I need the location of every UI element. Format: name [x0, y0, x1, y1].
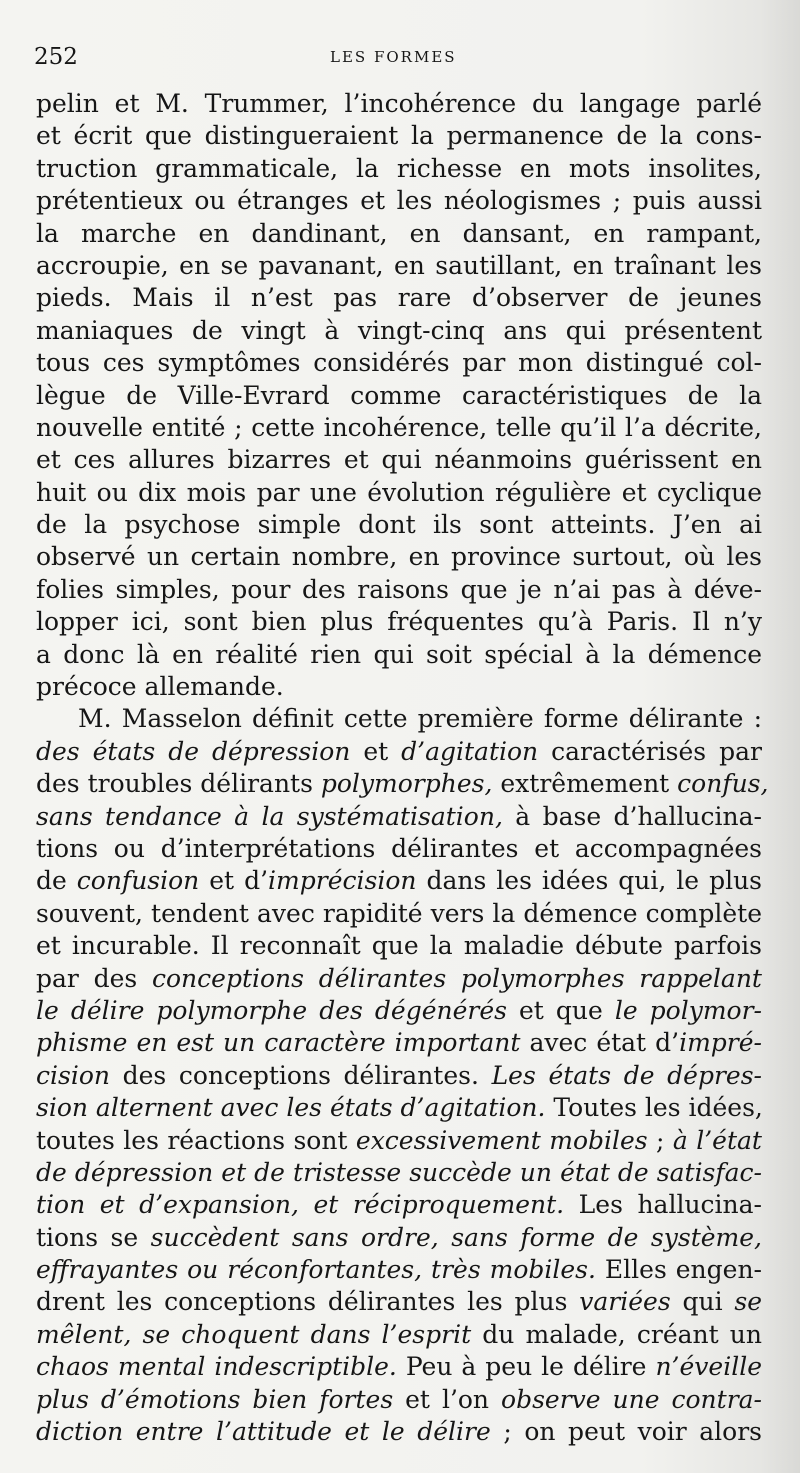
- italic-text: cision: [36, 1060, 110, 1090]
- text-segment: souvent, tendent avec rapidité vers la démence complète: [36, 898, 762, 928]
- text-segment: la marche en dandinant, en dansant, en rampant,: [36, 218, 762, 248]
- text-segment: et: [350, 736, 402, 766]
- text-line: [36, 1027, 762, 1059]
- text-segment: pelin et M. Trummer, l’incohérence du langage parlé: [36, 89, 762, 118]
- italic-text: sion alternent avec les états d’agitation.: [36, 1093, 546, 1123]
- text-segment: tions ou d’interprétations délirantes et accompagnées: [36, 833, 762, 863]
- text-line: [36, 606, 762, 638]
- italic-text: à l’état: [672, 1125, 762, 1155]
- text-segment: maniaques de vingt à vingt-cinq ans qui présentent: [36, 315, 762, 345]
- text-segment: à base d’hallucina-: [502, 801, 762, 831]
- text-line: [36, 639, 762, 671]
- text-segment: prétentieux ou étranges et les néologismes ; puis aussi: [36, 186, 762, 216]
- italic-text: plus d’émotions bien fortes: [36, 1384, 394, 1414]
- italic-text: phisme en est un caractère important: [36, 1028, 521, 1058]
- italic-text: observe une contra-: [501, 1384, 762, 1414]
- text-line: [36, 250, 762, 282]
- text-line: [36, 185, 762, 217]
- text-line: [36, 88, 762, 120]
- text-line: [36, 930, 762, 962]
- text-segment: lègue de Ville-Evrard comme caractéristiques de la: [36, 380, 762, 410]
- text-line: [36, 380, 762, 412]
- text-segment: M. Masselon définit cette première forme délirante :: [78, 704, 762, 734]
- text-segment: précoce allemande.: [36, 672, 284, 702]
- text-segment: de: [36, 866, 77, 896]
- text-segment: et incurable. Il reconnaît que la maladie débute parfois: [36, 931, 762, 961]
- text-line: [36, 574, 762, 606]
- text-segment: et que: [506, 995, 615, 1025]
- text-segment: accroupie, en se pavanant, en sautillant, en traînant les: [36, 250, 762, 280]
- italic-text: imprécision: [268, 866, 417, 896]
- text-segment: et d’: [199, 866, 269, 896]
- text-line: [36, 671, 762, 703]
- text-line: [36, 1189, 762, 1221]
- italic-text: se: [734, 1287, 762, 1317]
- text-segment: Toutes les idées,: [545, 1093, 763, 1123]
- italic-text: confusion: [76, 866, 200, 896]
- text-line: [36, 801, 762, 833]
- text-segment: Peu à peu le délire: [396, 1352, 656, 1382]
- text-line: [36, 1222, 762, 1254]
- running-head: LES FORMES: [330, 48, 457, 66]
- text-line: [36, 347, 762, 379]
- italic-text: excessivement mobiles: [355, 1125, 648, 1155]
- text-line: [36, 541, 762, 573]
- text-line: [36, 736, 762, 768]
- text-segment: du malade, créant un: [471, 1319, 762, 1349]
- text-line: [36, 1060, 762, 1092]
- text-segment: toutes les réactions sont: [36, 1125, 356, 1155]
- text-line: [36, 444, 762, 476]
- text-segment: des troubles délirants: [36, 769, 321, 799]
- text-line: [36, 477, 762, 509]
- italic-text: de dépression et de tristesse succède un état de satisfac-: [36, 1157, 762, 1187]
- italic-text: Les états de dépres-: [491, 1060, 762, 1090]
- text-line: [36, 1384, 762, 1416]
- text-segment: truction grammaticale, la richesse en mots insolites,: [36, 153, 762, 183]
- text-line: [36, 1092, 762, 1124]
- italic-text: effrayantes ou réconfortantes, très mobiles.: [36, 1255, 596, 1285]
- italic-text: conceptions délirantes polymorphes rappelant: [152, 963, 762, 993]
- text-line: [36, 995, 762, 1027]
- text-segment: par des: [36, 963, 152, 993]
- text-segment: lopper ici, sont bien plus fréquentes qu’à Paris. Il n’y: [36, 607, 762, 637]
- text-line: [36, 1254, 762, 1286]
- italic-text: mêlent, se choquent dans l’esprit: [36, 1319, 472, 1349]
- text-segment: drent les conceptions délirantes les plus: [36, 1287, 580, 1317]
- text-line: [36, 315, 762, 347]
- text-segment: caractérisés par: [538, 736, 762, 766]
- italic-text: sans tendance à la systématisation,: [36, 801, 503, 831]
- text-segment: pieds. Mais il n’est pas rare d’observer de jeunes: [36, 283, 762, 313]
- text-line: [36, 412, 762, 444]
- text-segment: folies simples, pour des raisons que je n’ai pas à déve-: [36, 574, 762, 604]
- italic-text: des états de dépression: [36, 736, 351, 766]
- italic-text: chaos mental indescriptible.: [36, 1352, 397, 1382]
- text-line: [36, 1319, 762, 1351]
- text-segment: avec état d’: [520, 1028, 680, 1058]
- page-header: [34, 44, 760, 74]
- text-segment: tions se: [36, 1222, 151, 1252]
- text-line: [36, 1157, 762, 1189]
- text-segment: ;: [647, 1125, 673, 1155]
- text-line: [36, 282, 762, 314]
- text-segment: a donc là en réalité rien qui soit spécial à la démence: [36, 639, 762, 669]
- text-segment: des conceptions délirantes.: [109, 1060, 492, 1090]
- italic-text: d’agitation: [401, 736, 539, 766]
- text-line: [36, 833, 762, 865]
- text-line: [36, 218, 762, 250]
- text-line: [36, 768, 769, 800]
- text-segment: de la psychose simple dont ils sont atteints. J’en ai: [36, 510, 762, 540]
- italic-text: confus,: [677, 769, 769, 799]
- italic-text: polymorphes,: [320, 769, 493, 799]
- text-segment: qui: [670, 1287, 735, 1317]
- text-segment: et écrit que distingueraient la permanence de la cons-: [36, 121, 762, 151]
- body-text: [36, 88, 769, 1448]
- italic-text: impré-: [679, 1028, 762, 1058]
- text-line: [36, 1416, 762, 1448]
- text-segment: tous ces symptômes considérés par mon distingué col-: [36, 348, 762, 378]
- italic-text: tion et d’expansion, et réciproquement.: [36, 1190, 565, 1220]
- text-segment: Les hallucina-: [564, 1190, 763, 1220]
- text-line: [36, 865, 762, 897]
- italic-text: le délire polymorphe des dégénérés: [36, 995, 507, 1025]
- italic-text: variées: [579, 1287, 671, 1317]
- text-line: [36, 703, 762, 735]
- text-line: [36, 898, 762, 930]
- text-segment: nouvelle entité ; cette incohérence, telle qu’il l’a décrite,: [36, 412, 762, 442]
- text-segment: ; on peut voir alors: [490, 1417, 762, 1447]
- text-line: [36, 1125, 762, 1157]
- text-line: [36, 1351, 762, 1383]
- text-line: [36, 963, 762, 995]
- italic-text: le polymor-: [614, 995, 762, 1025]
- italic-text: succèdent sans ordre, sans forme de système,: [150, 1222, 762, 1252]
- text-line: [36, 509, 762, 541]
- text-segment: observé un certain nombre, en province surtout, où les: [36, 542, 762, 572]
- text-segment: huit ou dix mois par une évolution régulière et cyclique: [36, 477, 762, 507]
- text-segment: Elles engen-: [595, 1255, 762, 1285]
- italic-text: diction entre l’attitude et le délire: [36, 1417, 491, 1447]
- text-segment: et ces allures bizarres et qui néanmoins guérissent en: [36, 445, 762, 475]
- italic-text: n’éveille: [655, 1352, 762, 1382]
- text-segment: et l’on: [393, 1384, 502, 1414]
- text-segment: dans les idées qui, le plus: [416, 866, 763, 896]
- text-segment: extrêmement: [492, 769, 678, 799]
- text-line: [36, 153, 762, 185]
- text-line: [36, 120, 762, 152]
- page-number: 252: [34, 44, 78, 70]
- text-line: [36, 1286, 762, 1318]
